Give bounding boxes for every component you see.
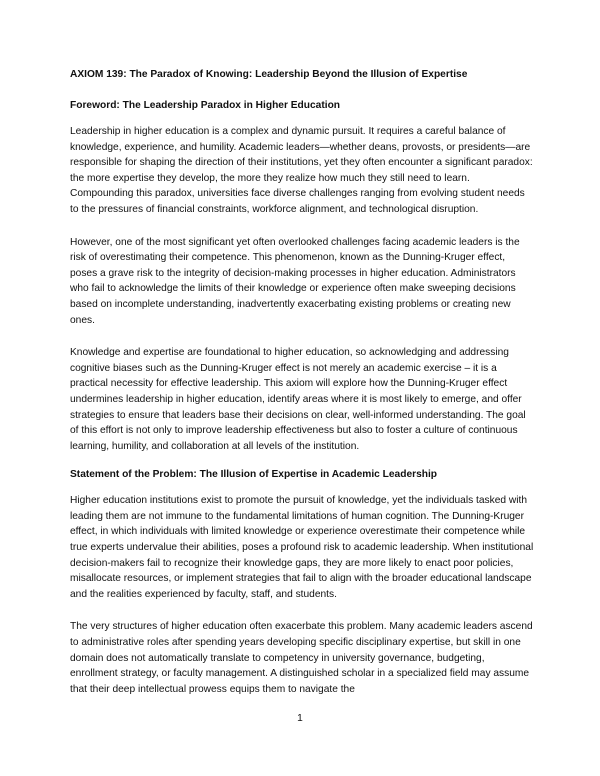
- problem-paragraph-1: Higher education institutions exist to promote the pursuit of knowledge, yet the individuals tasked with leading them are not immune to the fundamental limitations of human cognition. The Dunning-Kruger effect, in which individuals with limited knowledge or experience overestimate their competence while true experts undervalue their abilities, poses a profound risk to academic leadership. When institutional decision-makers fail to recognize their knowledge gaps, they are more likely to enact poor policies, misallocate resources, or implement strategies that fail to align with the broader educational landscape and the realities experienced by faculty, staff, and students.: [70, 495, 534, 600]
- document-title: AXIOM 139: The Paradox of Knowing: Leadership Beyond the Illusion of Expertise: [70, 69, 468, 80]
- foreword-paragraph-1: Leadership in higher education is a complex and dynamic pursuit. It requires a careful balance of knowledge, experience, and humility. Academic leaders—whether deans, provosts, or presidents—are responsible for shaping the direction of their institutions, yet they often encounter a significant paradox: the more expertise they develop, the more they realize how much they still need to learn. Compounding this paradox, universities face diverse challenges ranging from evolving student needs to the pressures of financial constraints, workforce alignment, and technological disruption.: [70, 126, 533, 215]
- foreword-paragraph-2: However, one of the most significant yet often overlooked challenges facing academic leaders is the risk of overestimating their competence. This phenomenon, known as the Dunning-Kruger effect, poses a grave risk to the integrity of decision-making processes in higher education. Administrators who fail to acknowledge the limits of their knowledge or experience often make sweeping decisions based on incomplete understanding, inadvertently exacerbating existing problems or creating new ones.: [70, 236, 520, 326]
- problem-paragraph-2: The very structures of higher education often exacerbate this problem. Many academic leaders ascend to administrative roles after spending years developing specific disciplinary expertise, but skill in one domain does not automatically translate to competency in university governance, budgeting, enrollment strategy, or faculty management. A distinguished scholar in a specialized field may assume that their deep intellectual prowess equips them to navigate the: [70, 621, 533, 695]
- foreword-paragraph-3: Knowledge and expertise are foundational to higher education, so acknowledging and addressing cognitive biases such as the Dunning-Kruger effect is not merely an academic exercise – it is a practical necessity for effective leadership. This axiom will explore how the Dunning-Kruger effect undermines leadership in higher education, identify areas where it is most likely to emerge, and offer strategies to ensure that leaders base their decisions on clear, well-informed understanding. The goal of this effort is not only to improve leadership effectiveness but also to foster a culture of continuous learning, humility, and collaboration at all levels of the institution.: [70, 347, 526, 452]
- foreword-heading: Foreword: The Leadership Paradox in Higher Education: [70, 100, 341, 111]
- page-content: [70, 67, 534, 714]
- page-number: 1: [297, 713, 303, 724]
- problem-heading: Statement of the Problem: The Illusion of Expertise in Academic Leadership: [70, 469, 438, 481]
